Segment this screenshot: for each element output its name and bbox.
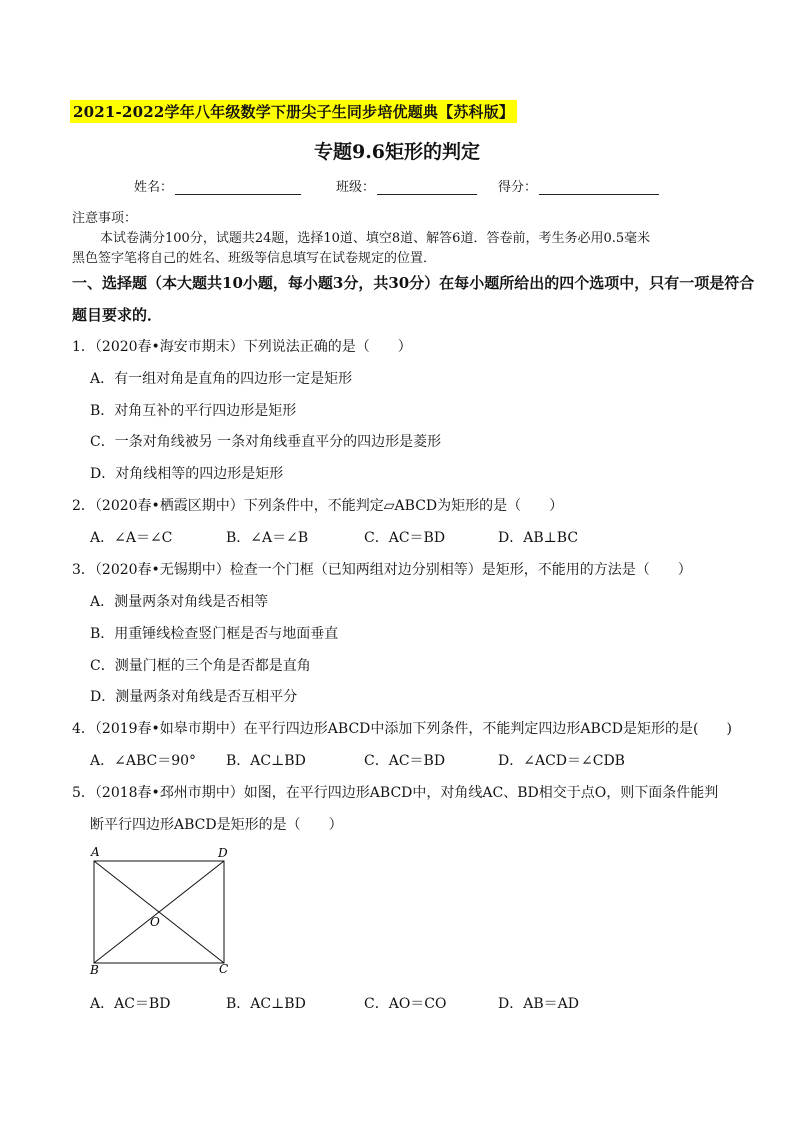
question-4-stem: 4．（2019春•如皋市期中）在平行四边形ABCD中添加下列条件，不能判定四边形ABCD是矩形的是( ) (72, 721, 732, 737)
question-2-option-a[interactable]: A．∠A＝∠C (90, 530, 173, 546)
class-blank[interactable] (377, 182, 477, 195)
series-banner: 2021-2022学年八年级数学下册尖子生同步培优题典【苏科版】 (70, 100, 517, 123)
question-4-option-a[interactable]: A．∠ABC＝90° (90, 753, 197, 769)
score-label: 得分： (498, 180, 538, 195)
question-5-stem-line-1: 5．（2018春•邳州市期中）如图，在平行四边形ABCD中，对角线AC、BD相交于点O，则下面条件能判 (72, 785, 719, 801)
name-blank[interactable] (175, 182, 301, 195)
question-3-stem: 3．（2020春•无锡期中）检查一个门框（已知两组对边分别相等）是矩形，不能用的方法是（ ） (72, 562, 692, 578)
question-5-stem-line-2: 断平行四边形ABCD是矩形的是（ ） (90, 817, 343, 833)
page-title: 专题9.6矩形的判定 (313, 141, 481, 163)
vertex-label-c: C (219, 962, 229, 976)
question-5-option-a[interactable]: A．AC＝BD (90, 996, 171, 1012)
question-2-option-b[interactable]: B．∠A＝∠B (226, 530, 309, 546)
question-1-stem: 1．（2020春•海安市期末）下列说法正确的是（ ） (72, 339, 412, 355)
question-1-option-d[interactable]: D．对角线相等的四边形是矩形 (90, 466, 284, 482)
question-2-option-d[interactable]: D．AB⊥BC (498, 530, 579, 546)
question-3-option-d[interactable]: D．测量两条对角线是否互相平分 (90, 689, 298, 705)
question-2-stem: 2．（2020春•栖霞区期中）下列条件中，不能判定▱ABCD为矩形的是（ ） (72, 498, 564, 514)
section-heading-line-2: 题目要求的． (72, 306, 163, 324)
name-label: 姓名： (134, 180, 174, 195)
question-5-option-d[interactable]: D．AB＝AD (498, 996, 579, 1012)
rectangle-figure (80, 842, 250, 982)
question-5-option-b[interactable]: B．AC⊥BD (226, 996, 306, 1012)
question-1-option-a[interactable]: A．有一组对角是直角的四边形一定是矩形 (90, 371, 353, 387)
vertex-label-d: D (218, 846, 228, 860)
name-field[interactable] (134, 176, 301, 195)
vertex-label-b: B (90, 963, 99, 977)
score-field[interactable] (498, 176, 659, 195)
class-field[interactable] (336, 176, 477, 195)
question-5-option-c[interactable]: C．AO＝CO (364, 996, 447, 1012)
score-blank[interactable] (539, 182, 659, 195)
class-label: 班级： (336, 180, 376, 195)
question-1-option-c[interactable]: C．一条对角线被另 一条对角线垂直平分的四边形是菱形 (90, 434, 442, 450)
question-3-option-a[interactable]: A．测量两条对角线是否相等 (90, 594, 269, 610)
notice-line-2: 黑色签字笔将自己的姓名、班级等信息填写在试卷规定的位置． (72, 251, 437, 266)
question-4-option-d[interactable]: D．∠ACD＝∠CDB (498, 753, 625, 769)
center-label-o: O (150, 915, 160, 929)
question-1-option-b[interactable]: B．对角互补的平行四边形是矩形 (90, 403, 297, 419)
question-4-option-c[interactable]: C．AC＝BD (364, 753, 446, 769)
question-4-option-b[interactable]: B．AC⊥BD (226, 753, 306, 769)
question-3-option-b[interactable]: B．用重锤线检查竖门框是否与地面垂直 (90, 626, 339, 642)
vertex-label-a: A (91, 845, 100, 859)
notice-heading: 注意事项： (72, 211, 138, 226)
question-2-option-c[interactable]: C．AC＝BD (364, 530, 446, 546)
notice-line-1: 本试卷满分100分，试题共24题，选择10道、填空8道、解答6道．答卷前，考生务必用0.5毫米 (100, 231, 651, 246)
question-3-option-c[interactable]: C．测量门框的三个角是否都是直角 (90, 658, 311, 674)
section-heading-line-1: 一、选择题（本大题共10小题，每小题3分，共30分）在每小题所给出的四个选项中，只有一项是符合 (72, 274, 755, 292)
